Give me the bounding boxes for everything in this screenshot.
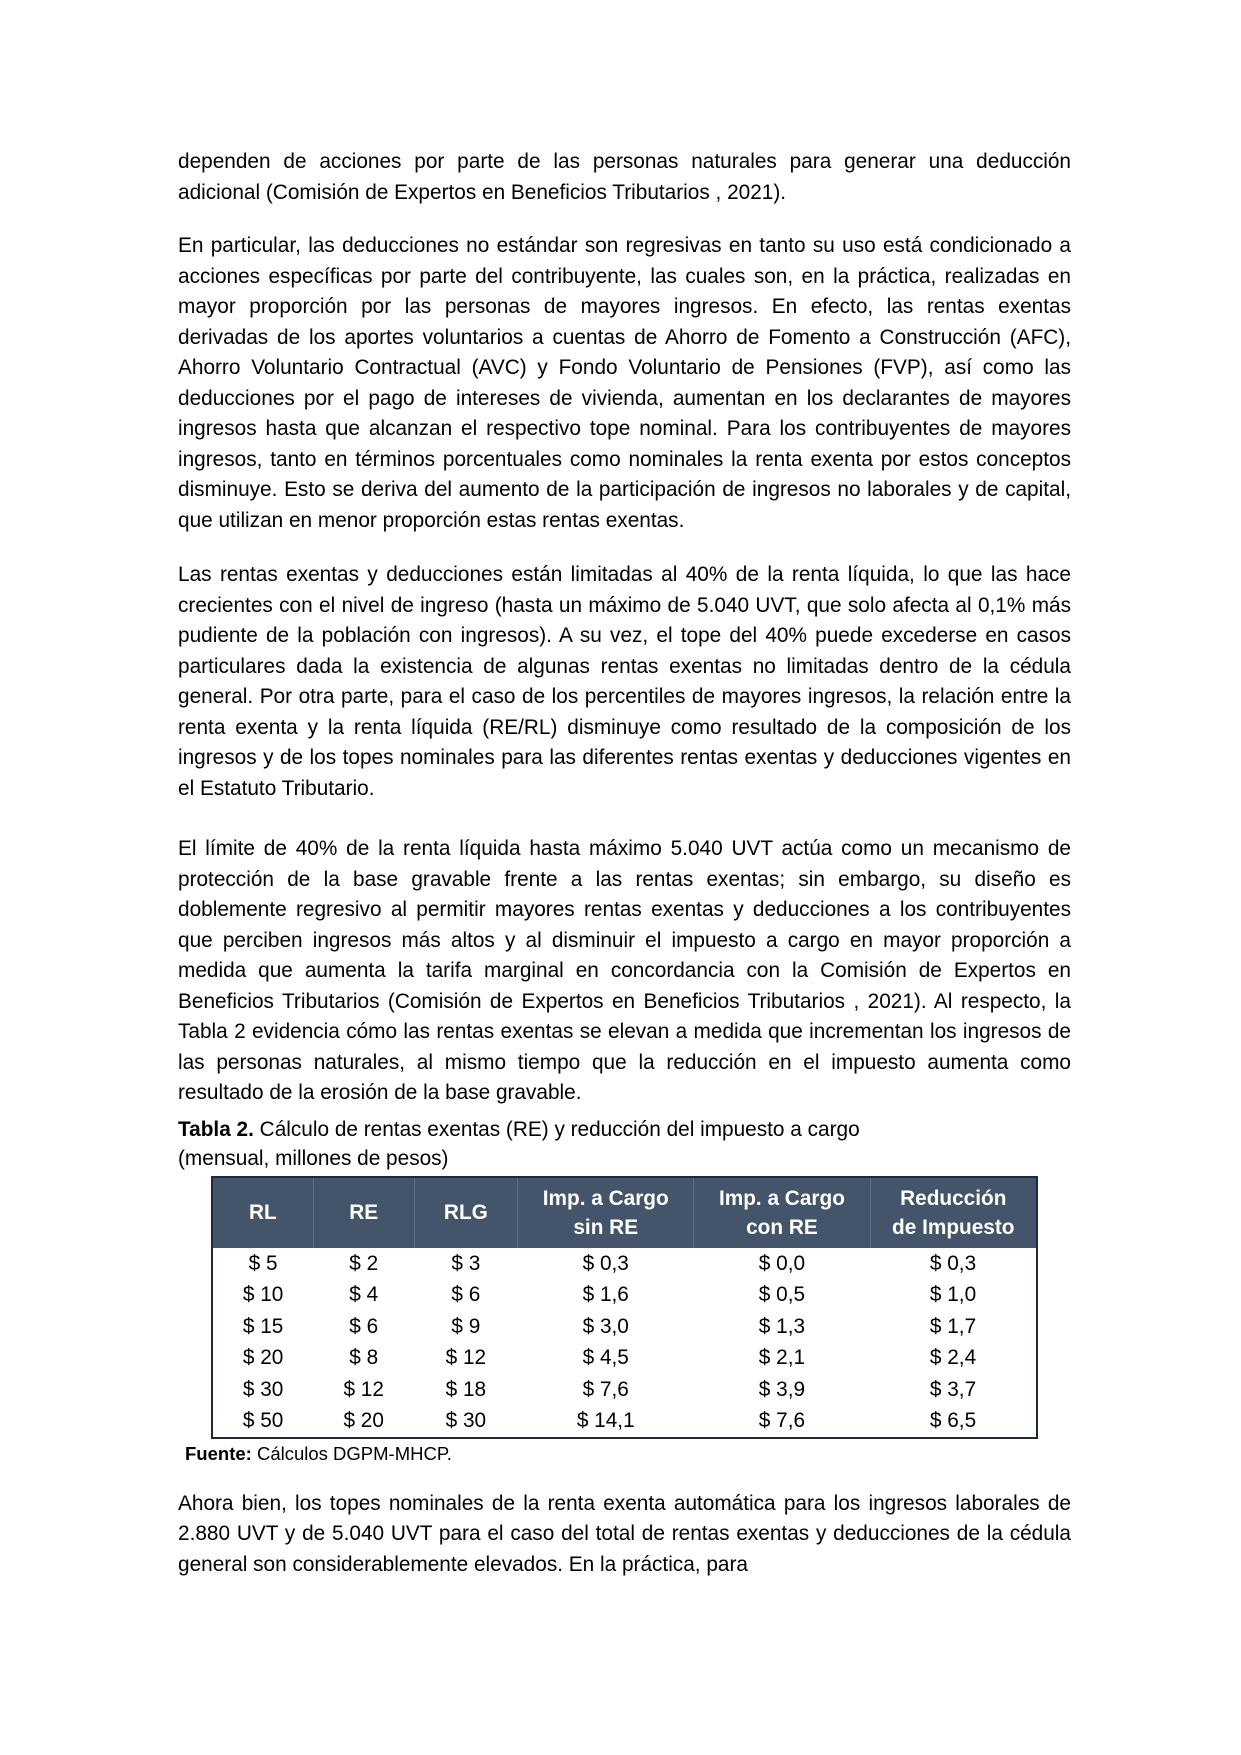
cell-rlg: $ 9 [451,1314,481,1338]
cell-reduccion: $ 1,7 [929,1314,977,1338]
cell-reduccion: $ 3,7 [929,1377,977,1401]
header-imp-sin-re: Imp. a Cargo sin RE [518,1177,694,1248]
cell-re: $ 2 [349,1251,379,1275]
cell-reduccion: $ 1,0 [929,1283,977,1306]
paragraph-limit-regressive: El límite de 40% de la renta líquida hasta máximo 5.040 UVT actúa como un mecanismo de protección de la base gravable frente a las rentas exentas; sin embargo, su diseño es doblemente regresivo al permitir mayores rentas exentas y deducciones a los contribuyentes que perciben ingresos más altos y al disminuir el impuesto a cargo en mayor proporción a medida que aumenta la tarifa marginal en concordancia con la Comisión de Expertos en Beneficios Tributarios (Comisión de Expertos en Beneficios Tributarios , 2021). Al respecto, la Tabla 2 evidencia cómo las rentas exentas se elevan a medida que incrementan los ingresos de las personas naturales, al mismo tiempo que la reducción en el impuesto aumenta como resultado de la erosión de la base gravable. [178,837,1071,1104]
cell-imp-sin-re: $ 1,6 [582,1283,629,1306]
paragraph-non-standard-deductions: En particular, las deducciones no estándar son regresivas en tanto su uso está condicionado a acciones específicas por parte del contribuyente, las cuales son, en la práctica, realizadas en mayor proporción por las personas de mayores ingresos. En efecto, las rentas exentas derivadas de los aportes voluntarios a cuentas de Ahorro de Fomento a Construcción (AFC), Ahorro Voluntario Contractual (AVC) y Fondo Voluntario de Pensiones (FVP), así como las deducciones por el pago de intereses de vivienda, aumentan en los declarantes de mayores ingresos hasta que alcanzan el respectivo tope nominal. Para los contribuyentes de mayores ingresos, tanto en términos porcentuales como nominales la renta exenta por estos conceptos disminuye. Esto se deriva del aumento de la participación de ingresos no laborales y de capital, que utilizan en menor proporción estas rentas exentas. [178,234,1071,532]
cell-re: $ 8 [349,1346,379,1369]
document-page [178,147,1071,1580]
paragraph-exempt-income-limits: Las rentas exentas y deducciones están limitadas al 40% de la renta líquida, lo que las hace crecientes con el nivel de ingreso (hasta un máximo de 5.040 UVT, que solo afecta al 0,1% más pudiente de la población con ingresos). A su vez, el tope del 40% puede excederse en casos particulares dada la existencia de algunas rentas exentas no limitadas dentro de la cédula general. Por otra parte, para el caso de los percentiles de mayores ingresos, la relación entre la renta exenta y la renta líquida (RE/RL) disminuye como resultado de la composición de los ingresos y de los topes nominales para las diferentes rentas exentas y deducciones vigentes en el Estatuto Tributario. [178,563,1071,800]
table-row [212,1374,1037,1406]
cell-rlg: $ 30 [445,1409,487,1432]
paragraph-intro-continuation: dependen de acciones por parte de las personas naturales para generar una deducción adicional (Comisión de Expertos en Beneficios Tributarios , 2021). [178,150,1071,204]
cell-rl: $ 10 [242,1283,284,1306]
source-text: Cálculos DGPM-MHCP. [251,1442,452,1464]
header-rlg: RLG [414,1177,517,1248]
cell-imp-sin-re: $ 14,1 [576,1409,635,1432]
table-caption-title: Cálculo de rentas exentas (RE) y reducción del impuesto a cargo [253,1117,860,1141]
table-caption-label: Tabla 2. [178,1117,254,1141]
cell-rl: $ 5 [248,1251,278,1275]
table-row [212,1311,1037,1343]
table-row [212,1342,1037,1374]
cell-reduccion: $ 6,5 [929,1409,977,1432]
cell-imp-con-re: $ 0,0 [758,1251,806,1275]
cell-imp-con-re: $ 2,1 [758,1346,806,1369]
header-imp-con-re: Imp. a Cargo con RE [694,1177,870,1248]
header-rl: RL [212,1177,313,1248]
cell-rlg: $ 12 [445,1346,487,1369]
cell-imp-con-re: $ 1,3 [758,1314,806,1338]
cell-rlg: $ 18 [445,1377,487,1401]
cell-re: $ 12 [343,1377,384,1401]
cell-imp-sin-re: $ 0,3 [582,1251,629,1275]
cell-re: $ 4 [349,1283,379,1306]
cell-rlg: $ 3 [451,1251,481,1275]
table-row [212,1248,1037,1280]
cell-imp-con-re: $ 7,6 [758,1409,806,1432]
cell-imp-con-re: $ 0,5 [758,1283,806,1306]
cell-rl: $ 15 [242,1314,284,1338]
table-2-container [211,1176,1038,1439]
cell-imp-sin-re: $ 4,5 [582,1346,629,1369]
header-reduccion: Reducción de Impuesto [870,1177,1037,1248]
table-caption [178,1115,1071,1173]
exempt-income-table [211,1176,1038,1439]
table-source-note [185,1441,1071,1467]
cell-re: $ 20 [343,1409,384,1432]
cell-reduccion: $ 2,4 [929,1346,977,1369]
cell-re: $ 6 [349,1314,379,1338]
cell-rl: $ 50 [242,1409,284,1432]
table-row [212,1405,1037,1438]
header-re: RE [313,1177,414,1248]
cell-imp-con-re: $ 3,9 [758,1377,806,1401]
table-header-row [212,1177,1037,1248]
cell-rl: $ 20 [242,1346,284,1369]
cell-rl: $ 30 [242,1377,284,1401]
cell-reduccion: $ 0,3 [929,1251,977,1275]
cell-imp-sin-re: $ 3,0 [582,1314,629,1338]
table-row [212,1279,1037,1311]
cell-rlg: $ 6 [451,1283,481,1306]
table-caption-units: (mensual, millones de pesos) [178,1146,449,1170]
paragraph-nominal-caps: Ahora bien, los topes nominales de la renta exenta automática para los ingresos laborales de 2.880 UVT y de 5.040 UVT para el caso del total de rentas exentas y deducciones de la cédula general son considerablemente elevados. En la práctica, para [178,1491,1071,1576]
cell-imp-sin-re: $ 7,6 [582,1377,629,1401]
source-label: Fuente: [185,1442,252,1464]
